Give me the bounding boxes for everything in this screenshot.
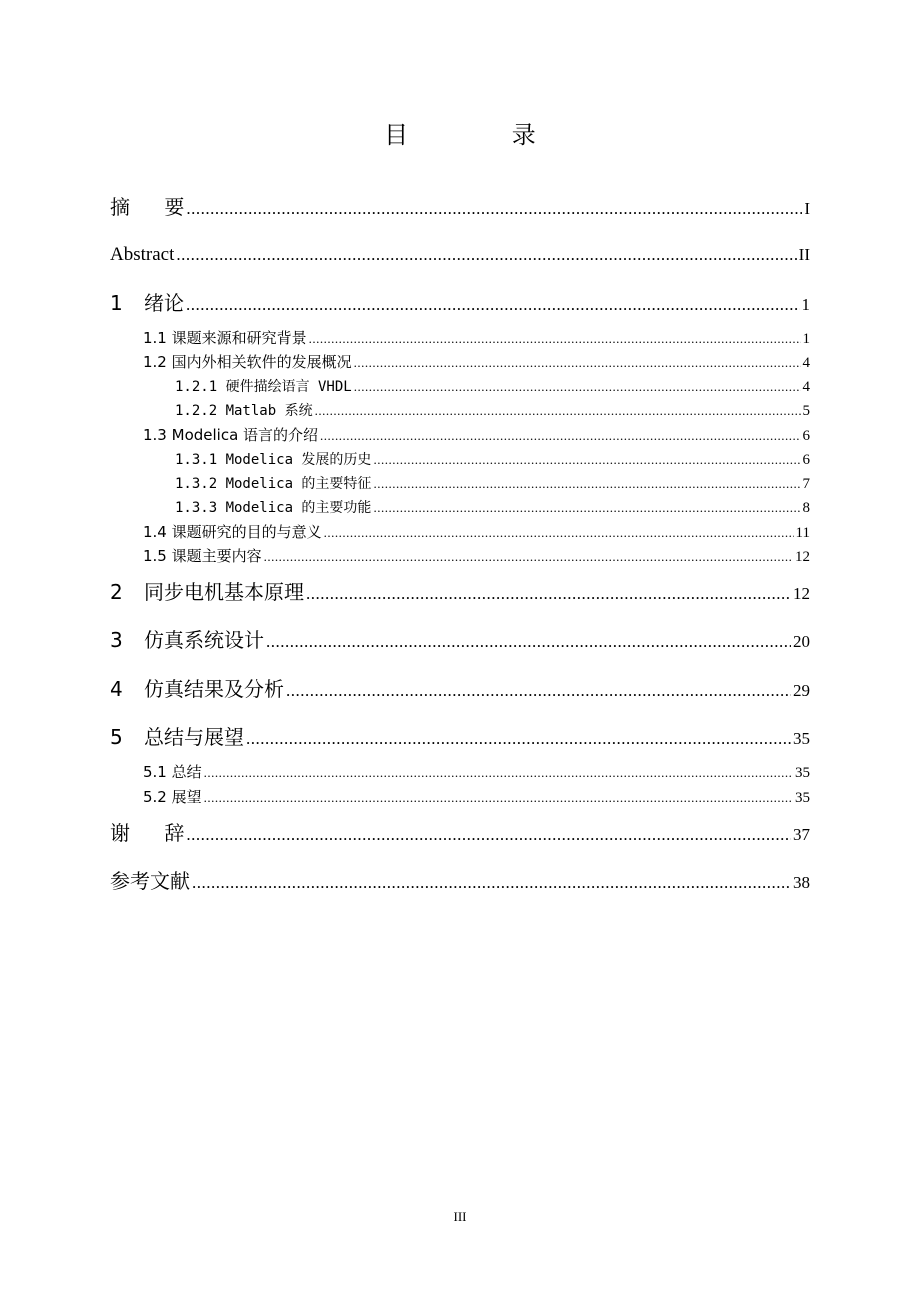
toc-entry-page: 6 [802,428,810,444]
toc-entry-page: 1 [801,295,810,314]
leader-dots [286,677,791,705]
toc-entry-page: I [804,199,810,218]
toc-entry-1-3-2[interactable] [110,473,810,495]
leader-dots [306,580,791,608]
toc-entry-1-3-1[interactable] [110,449,810,471]
toc-entry-chapter-5[interactable] [110,723,810,753]
chapter-number: 2 [110,580,123,604]
page-number-footer: III [453,1209,467,1224]
toc-entry-1-4[interactable] [110,521,810,544]
toc-entry-label: 5.2 展望 [143,788,202,806]
toc-entry-page: 5 [802,403,810,419]
toc-entry-page: 29 [793,681,810,700]
toc-entry-1-3-3[interactable] [110,497,810,519]
toc-entry-1-3[interactable] [110,424,810,447]
toc-entry-label [110,626,264,654]
leader-dots [204,762,793,784]
toc-entry-5-2[interactable] [110,786,810,809]
toc-entry-abstract-cn[interactable] [110,193,810,223]
toc-entry-label: 1.5 课题主要内容 [143,547,262,565]
leader-dots [373,449,800,471]
toc-entry-page: 20 [793,632,810,651]
toc-entry-chapter-1[interactable] [110,289,810,319]
leader-dots [186,821,791,849]
toc-entry-acknowledgements[interactable] [110,819,810,849]
toc-entry-label: 参考文献 [110,869,190,893]
toc-entry-1-2-1[interactable] [110,376,810,398]
toc-entry-label: 1.3 Modelica 语言的介绍 [143,426,319,444]
toc-entry-label: 1.3.3 Modelica 的主要功能 [175,500,372,516]
toc-entry-label: 1.1 课题来源和研究背景 [143,329,307,347]
toc-entry-page: 35 [795,790,810,806]
leader-dots [204,787,793,809]
toc-entry-page: 6 [802,452,810,468]
leader-dots [186,195,802,223]
toc-entry-label: 1.2 国内外相关软件的发展概况 [143,353,352,371]
toc-entry-label [110,289,184,317]
toc-entry-page: 35 [793,729,810,748]
leader-dots [309,328,801,350]
toc-entry-label: 1.2.2 Matlab 系统 [175,403,313,419]
toc-entry-page: 37 [793,825,810,844]
toc-entry-page: 1 [802,331,810,347]
leader-dots [324,522,794,544]
toc-entry-page: 12 [793,584,810,603]
toc-entry-page: 7 [802,476,810,492]
leader-dots [315,400,801,422]
chapter-number: 4 [110,677,123,701]
leader-dots [246,725,791,753]
toc-entry-page: 38 [793,873,810,892]
toc-entry-page: 12 [795,549,810,565]
leader-dots [266,628,791,656]
leader-dots [192,869,791,897]
chapter-title: 仿真系统设计 [144,628,264,652]
toc-entry-abstract-en[interactable] [110,241,810,269]
chapter-title: 绪论 [144,291,184,315]
toc-entry-label: 谢 辞 [110,821,199,845]
toc-entry-1-2-2[interactable] [110,400,810,422]
toc-entry-references[interactable] [110,867,810,897]
leader-dots [373,473,800,495]
toc-entry-chapter-3[interactable] [110,626,810,656]
chapter-number: 1 [110,291,123,315]
chapter-title: 总结与展望 [144,725,244,749]
toc-entry-label: 1.4 课题研究的目的与意义 [143,523,322,541]
toc-entry-label: 1.2.1 硬件描绘语言 VHDL [175,379,352,395]
toc-entry-page: 4 [802,379,810,395]
toc-entry-label [110,675,284,703]
toc-entry-chapter-4[interactable] [110,675,810,705]
chapter-number: 3 [110,628,123,652]
toc-entry-chapter-2[interactable] [110,578,810,608]
toc-entry-label: 1.3.1 Modelica 发展的历史 [175,452,372,468]
toc-entry-1-2[interactable] [110,351,810,374]
toc-entry-1-5[interactable] [110,545,810,568]
toc-entry-page: 8 [802,500,810,516]
toc-entry-page: 4 [802,355,810,371]
toc-entry-label: 摘 要 [110,195,199,219]
leader-dots [186,291,800,319]
leader-dots [320,425,800,447]
toc-entry-5-1[interactable] [110,761,810,784]
toc-entry-page: II [798,245,810,264]
toc-entry-label [110,578,304,606]
toc-entry-label: 1.3.2 Modelica 的主要特征 [175,476,372,492]
toc-entry-label: 5.1 总结 [143,763,202,781]
toc-entry-label [110,723,244,751]
leader-dots [373,497,800,519]
leader-dots [176,241,796,269]
chapter-title: 同步电机基本原理 [144,580,304,604]
toc-entry-1-1[interactable] [110,327,810,350]
leader-dots [354,352,801,374]
leader-dots [354,376,801,398]
toc-entry-label: Abstract [110,244,175,265]
chapter-number: 5 [110,725,123,749]
toc-entry-page: 35 [795,765,810,781]
toc-entry-page: 11 [795,525,810,541]
leader-dots [264,546,793,568]
page-title: 目 录 [384,121,584,149]
chapter-title: 仿真结果及分析 [144,677,284,701]
